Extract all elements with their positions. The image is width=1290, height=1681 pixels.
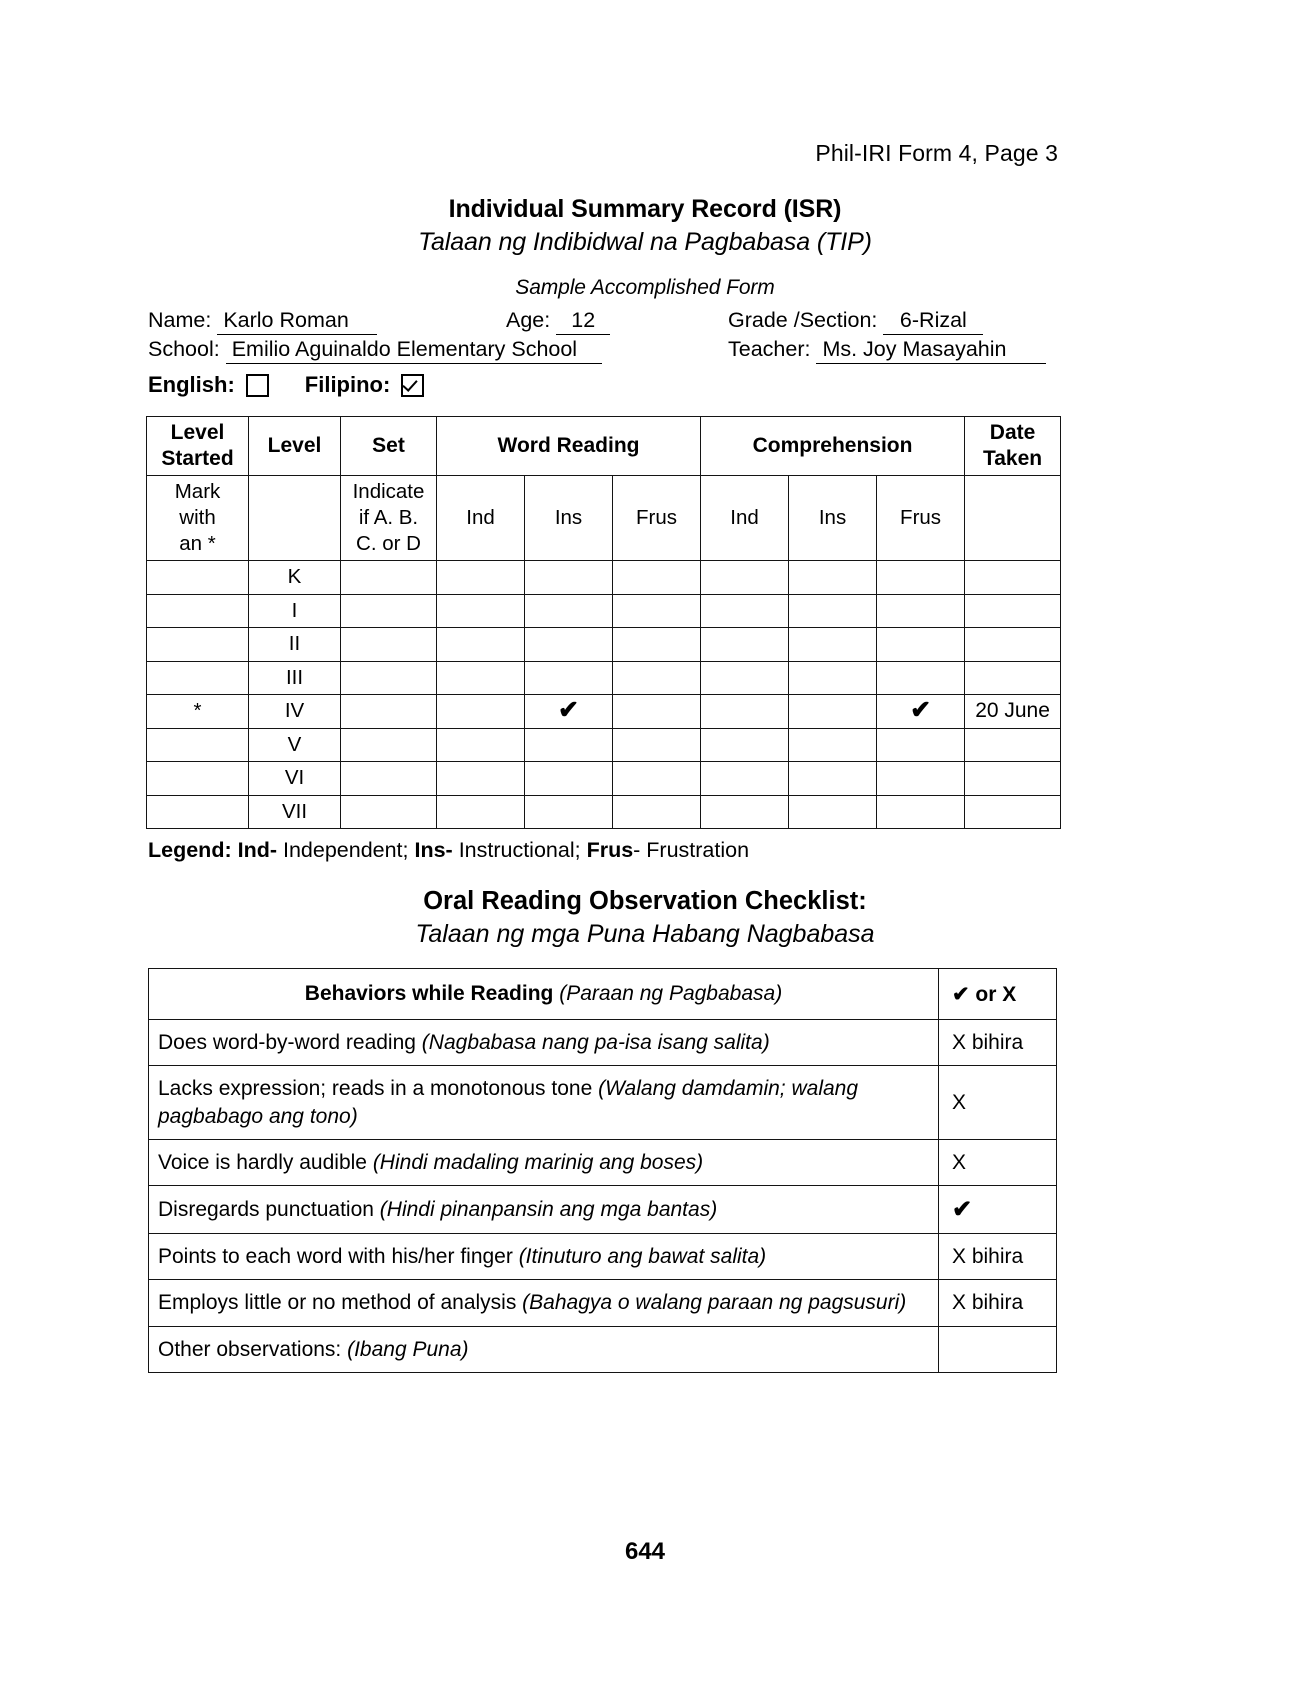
cell-wr-ind[interactable] <box>437 728 525 762</box>
cell-wr-ins[interactable] <box>525 728 613 762</box>
cell-level-started[interactable] <box>147 594 249 628</box>
legend-ins-text: Instructional; <box>452 838 587 862</box>
school-field <box>148 337 602 364</box>
table-row <box>149 1234 1057 1280</box>
behavior-description <box>149 1280 939 1326</box>
sub-level-empty <box>249 476 341 561</box>
th-date-taken <box>965 417 1061 476</box>
behaviors-table-body <box>149 1020 1057 1373</box>
th-level-started-l2: Started <box>161 447 234 470</box>
page-number: 644 <box>624 1538 666 1565</box>
cell-set[interactable] <box>341 628 437 662</box>
cell-wr-ind[interactable] <box>437 561 525 595</box>
table-row <box>147 628 1061 662</box>
check-mark-icon: ✔ <box>558 696 579 725</box>
mark-value: X <box>952 1150 967 1174</box>
check-mark-icon: ✔ <box>952 1196 973 1224</box>
cell-cmp-ins[interactable] <box>789 661 877 695</box>
cell-wr-ins[interactable] <box>525 762 613 796</box>
cell-level-started[interactable] <box>147 561 249 595</box>
english-label: English: <box>148 372 235 397</box>
sub-set-l2: if A. B. <box>358 506 419 530</box>
th-level: Level <box>249 417 341 476</box>
cell-cmp-ins[interactable] <box>789 594 877 628</box>
behavior-english: Other observations: <box>158 1337 348 1361</box>
document-title-block <box>0 193 1290 300</box>
th-set: Set <box>341 417 437 476</box>
legend-ind-key: Ind- <box>237 838 277 862</box>
legend-label: Legend: <box>148 838 232 862</box>
age-field <box>506 308 610 335</box>
cell-cmp-frus[interactable] <box>877 762 965 796</box>
mark-value: X <box>952 1090 967 1114</box>
cell-wr-frus[interactable] <box>613 628 701 662</box>
behavior-filipino: (Ibang Puna) <box>347 1337 469 1361</box>
cell-wr-frus[interactable] <box>613 762 701 796</box>
cell-cmp-ins[interactable] <box>789 628 877 662</box>
sub-mark-l2: with <box>179 506 216 530</box>
th-date-taken-l1: Date <box>989 421 1036 445</box>
individual-summary-table <box>146 416 1061 829</box>
english-checkbox[interactable] <box>246 374 269 397</box>
behavior-filipino: (Hindi pinanpansin ang mga bantas) <box>379 1198 718 1222</box>
cell-level[interactable]: I <box>249 594 341 628</box>
behavior-filipino: (Nagbabasa nang pa-isa isang salita) <box>421 1031 770 1054</box>
th-word-reading: Word Reading <box>437 417 701 476</box>
cell-date-taken[interactable] <box>965 728 1061 762</box>
table-row <box>147 661 1061 695</box>
cell-cmp-ind[interactable] <box>701 728 789 762</box>
age-label: Age: <box>506 308 551 332</box>
sub-mark-with-star <box>147 476 249 561</box>
cell-cmp-frus[interactable] <box>877 594 965 628</box>
table-row <box>149 1326 1057 1372</box>
sub-wr-ins: Ins <box>525 476 613 561</box>
behavior-description <box>149 1326 939 1372</box>
grade-section-label: Grade /Section: <box>728 308 878 332</box>
cell-date-taken[interactable] <box>965 795 1061 829</box>
cell-cmp-ind[interactable] <box>701 762 789 796</box>
cell-wr-frus[interactable] <box>613 695 701 729</box>
cell-cmp-frus[interactable] <box>877 695 965 729</box>
identity-row-2 <box>148 337 1148 366</box>
name-value[interactable]: Karlo Roman <box>217 308 377 335</box>
table-row <box>149 1066 1057 1140</box>
checklist-title-block <box>0 885 1290 951</box>
cell-wr-ind[interactable] <box>437 661 525 695</box>
checklist-title: Oral Reading Observation Checklist: <box>423 887 867 915</box>
cell-level[interactable]: V <box>249 728 341 762</box>
cell-date-taken[interactable] <box>965 628 1061 662</box>
cell-level[interactable]: VII <box>249 795 341 829</box>
cell-wr-ins[interactable] <box>525 795 613 829</box>
cell-wr-frus[interactable] <box>613 795 701 829</box>
cell-wr-ind[interactable] <box>437 762 525 796</box>
check-mark-icon: ✔ <box>910 696 932 725</box>
identity-row-1 <box>148 308 1148 337</box>
behavior-filipino: (Walang damdamin; walang pagbabago ang tono) <box>158 1077 859 1128</box>
cell-level[interactable]: III <box>249 661 341 695</box>
th-comprehension: Comprehension <box>701 417 965 476</box>
behavior-mark[interactable] <box>939 1139 1057 1185</box>
legend <box>148 838 749 863</box>
teacher-field <box>728 337 1046 364</box>
cell-wr-ind[interactable] <box>437 628 525 662</box>
th-level-started <box>147 417 249 476</box>
age-value[interactable]: 12 <box>556 308 610 335</box>
grade-section-field <box>728 308 983 335</box>
filipino-checkbox[interactable] <box>401 374 424 397</box>
cell-cmp-ind[interactable] <box>701 561 789 595</box>
cell-wr-ins[interactable] <box>525 695 613 729</box>
cell-level-started[interactable] <box>147 762 249 796</box>
table-row <box>147 728 1061 762</box>
mark-value: X bihira <box>952 1291 1024 1315</box>
cell-cmp-frus[interactable] <box>877 728 965 762</box>
grade-section-value[interactable]: 6-Rizal <box>883 308 983 335</box>
sub-cmp-ins: Ins <box>789 476 877 561</box>
school-value[interactable]: Emilio Aguinaldo Elementary School <box>226 337 602 364</box>
cell-date-taken[interactable] <box>965 594 1061 628</box>
language-selection <box>148 372 424 398</box>
name-field <box>148 308 377 335</box>
cell-set[interactable] <box>341 594 437 628</box>
cell-cmp-ind[interactable] <box>701 695 789 729</box>
filipino-label: Filipino: <box>304 372 391 397</box>
sub-mark-l1: Mark <box>174 480 221 504</box>
checklist-subtitle-filipino: Talaan ng mga Puna Habang Nagbabasa <box>415 920 875 949</box>
table-row <box>147 762 1061 796</box>
cell-set[interactable] <box>341 661 437 695</box>
cell-level[interactable]: VI <box>249 762 341 796</box>
behavior-description <box>149 1234 939 1280</box>
behavior-mark[interactable] <box>939 1020 1057 1066</box>
cell-cmp-frus[interactable] <box>877 661 965 695</box>
cell-wr-ins[interactable] <box>525 594 613 628</box>
isr-subheader-row <box>147 476 1061 561</box>
cell-wr-ins[interactable] <box>525 628 613 662</box>
cell-cmp-ins[interactable] <box>789 695 877 729</box>
th-date-taken-l2: Taken <box>982 447 1043 470</box>
sub-set-instruction <box>341 476 437 561</box>
cell-date-taken[interactable] <box>965 762 1061 796</box>
sub-mark-l3: an * <box>179 531 216 555</box>
sub-set-l1: Indicate <box>352 480 425 504</box>
identity-fields <box>148 308 1148 366</box>
cell-wr-ins[interactable] <box>525 661 613 695</box>
page-title: Individual Summary Record (ISR) <box>448 195 842 223</box>
sample-form-note: Sample Accomplished Form <box>515 275 775 299</box>
cell-set[interactable] <box>341 762 437 796</box>
behavior-mark[interactable] <box>939 1326 1057 1372</box>
mark-value: X bihira <box>952 1030 1024 1054</box>
cell-wr-frus[interactable] <box>613 728 701 762</box>
cell-level-started[interactable] <box>147 728 249 762</box>
table-row <box>147 594 1061 628</box>
cell-cmp-ind[interactable] <box>701 795 789 829</box>
behavior-description <box>149 1066 939 1140</box>
legend-frus-key: Frus <box>586 838 634 862</box>
behavior-english: Voice is hardly audible <box>158 1150 373 1174</box>
form-identifier: Phil-IRI Form 4, Page 3 <box>815 140 1058 166</box>
th-behaviors <box>149 969 939 1020</box>
cell-level[interactable]: IV <box>249 695 341 729</box>
cell-date-taken[interactable] <box>965 695 1061 729</box>
behavior-filipino: (Bahagya o walang paraan ng pagsusuri) <box>522 1291 907 1315</box>
cell-level[interactable]: K <box>249 561 341 595</box>
oral-reading-observation-table <box>148 968 1057 1373</box>
isr-table-body <box>147 561 1061 829</box>
behavior-description <box>149 1139 939 1185</box>
cell-cmp-ins[interactable] <box>789 561 877 595</box>
legend-ind-text: Independent; <box>277 838 415 862</box>
behavior-english: Does word-by-word reading <box>158 1031 422 1054</box>
legend-ins-key: Ins- <box>414 838 453 862</box>
behavior-description <box>149 1020 939 1066</box>
cell-wr-frus[interactable] <box>613 594 701 628</box>
table-row <box>147 695 1061 729</box>
cell-cmp-frus[interactable] <box>877 628 965 662</box>
behavior-mark[interactable] <box>939 1186 1057 1234</box>
sub-cmp-frus: Frus <box>877 476 965 561</box>
behavior-description <box>149 1186 939 1234</box>
cell-cmp-ins[interactable] <box>789 762 877 796</box>
cell-wr-frus[interactable] <box>613 561 701 595</box>
cell-cmp-frus[interactable] <box>877 561 965 595</box>
cell-level-started[interactable]: * <box>147 695 249 729</box>
behavior-filipino: (Hindi madaling marinig ang boses) <box>372 1150 704 1174</box>
behavior-english: Employs little or no method of analysis <box>158 1291 523 1315</box>
cell-level-started[interactable] <box>147 628 249 662</box>
cell-wr-ind[interactable] <box>437 594 525 628</box>
sub-date-empty <box>965 476 1061 561</box>
cell-cmp-ind[interactable] <box>701 594 789 628</box>
behavior-mark[interactable] <box>939 1234 1057 1280</box>
behavior-mark[interactable] <box>939 1066 1057 1140</box>
sub-wr-ind: Ind <box>437 476 525 561</box>
table-row <box>147 561 1061 595</box>
th-behaviors-en: Behaviors while Reading <box>304 982 554 1005</box>
sub-wr-frus: Frus <box>613 476 701 561</box>
behavior-filipino: (Itinuturo ang bawat salita) <box>518 1245 767 1269</box>
behavior-mark[interactable] <box>939 1280 1057 1326</box>
sub-cmp-ind: Ind <box>701 476 789 561</box>
cell-date-taken[interactable] <box>965 661 1061 695</box>
cell-date-taken[interactable] <box>965 561 1061 595</box>
name-label: Name: <box>148 308 212 332</box>
school-label: School: <box>148 337 220 361</box>
table-row <box>149 1139 1057 1185</box>
table-row <box>149 1186 1057 1234</box>
th-behaviors-fil: (Paraan ng Pagbabasa) <box>559 982 783 1005</box>
th-mark-column: ✔ or X <box>939 969 1057 1020</box>
cell-cmp-ins[interactable] <box>789 795 877 829</box>
cell-level-started[interactable] <box>147 661 249 695</box>
behaviors-header-row <box>149 969 1057 1020</box>
cell-cmp-ind[interactable] <box>701 661 789 695</box>
cell-cmp-ind[interactable] <box>701 628 789 662</box>
table-row <box>149 1280 1057 1326</box>
cell-set[interactable] <box>341 695 437 729</box>
teacher-label: Teacher: <box>728 337 811 361</box>
cell-wr-frus[interactable] <box>613 661 701 695</box>
cell-wr-ins[interactable] <box>525 561 613 595</box>
legend-frus-text: - Frustration <box>633 838 750 862</box>
cell-wr-ind[interactable] <box>437 795 525 829</box>
sub-set-l3: C. or D <box>356 531 421 555</box>
cell-set[interactable] <box>341 561 437 595</box>
behavior-english: Lacks expression; reads in a monotonous tone <box>158 1077 599 1101</box>
cell-level[interactable]: II <box>249 628 341 662</box>
table-row <box>147 795 1061 829</box>
cell-set[interactable] <box>341 795 437 829</box>
cell-cmp-frus[interactable] <box>877 795 965 829</box>
cell-level-started[interactable] <box>147 795 249 829</box>
th-level-started-l1: Level <box>170 421 225 445</box>
cell-wr-ind[interactable] <box>437 695 525 729</box>
mark-value: X bihira <box>952 1244 1024 1268</box>
table-row <box>149 1020 1057 1066</box>
teacher-value[interactable]: Ms. Joy Masayahin <box>816 337 1046 364</box>
date-value: 20 June <box>975 699 1050 723</box>
behavior-english: Disregards punctuation <box>158 1198 380 1222</box>
isr-header-row <box>147 417 1061 476</box>
cell-cmp-ins[interactable] <box>789 728 877 762</box>
page-subtitle-filipino: Talaan ng Indibidwal na Pagbabasa (TIP) <box>418 227 872 256</box>
behavior-english: Points to each word with his/her finger <box>158 1245 519 1269</box>
cell-set[interactable] <box>341 728 437 762</box>
